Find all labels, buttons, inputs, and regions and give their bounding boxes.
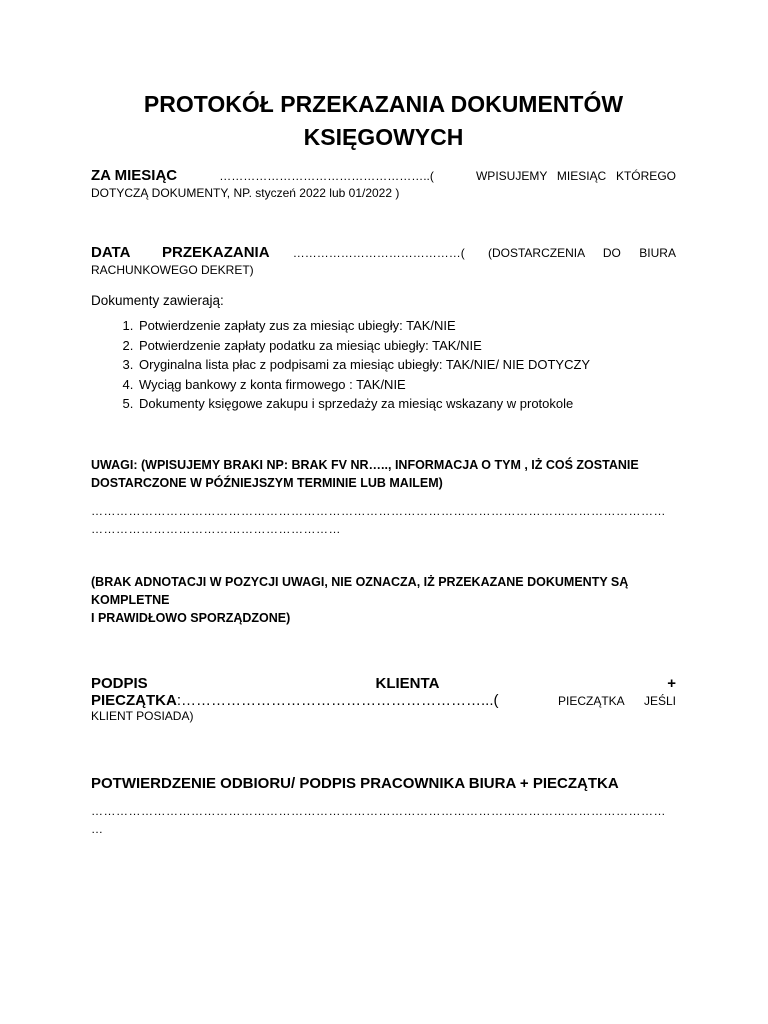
remarks-dots-2: ……………………………………………………: [91, 522, 341, 536]
list-item: 2. Potwierdzenie zapłaty podatku za miesiąc ubiegły: TAK/NIE: [137, 336, 676, 356]
month-hint-2: DOTYCZĄ DOKUMENTY, NP. styczeń 2022 lub 01/2022 ): [91, 186, 400, 200]
month-section: [91, 167, 676, 202]
month-dots: ……………………………………………..(: [219, 169, 434, 183]
signature-dots: :……………………………………………………...(: [176, 692, 499, 709]
remarks-section: [91, 456, 676, 538]
handover-hint-2: RACHUNKOWEGO DEKRET): [91, 263, 254, 277]
confirmation-label: POTWIERDZENIE ODBIORU/ PODPIS PRACOWNIKA BIURA + PIECZĄTKA: [91, 775, 619, 792]
title-line-2: KSIĘGOWYCH: [303, 124, 464, 150]
signature-word-2: KLIENTA: [375, 675, 440, 692]
contents-list: [91, 316, 676, 414]
signature-line-3: KLIENT POSIADA): [91, 709, 194, 723]
confirmation-dots-1: …………………………………………………………………………………………………………………………: [91, 804, 666, 818]
note-line-1: (BRAK ADNOTACJI W POZYCJI UWAGI, NIE OZNACZA, IŻ PRZEKAZANE DOKUMENTY SĄ KOMPLETNE: [91, 575, 629, 607]
signature-word-1: PODPIS: [91, 675, 148, 692]
confirmation-section: [91, 775, 676, 838]
handover-hint-1: (DOSTARCZENIA DO BIURA: [487, 246, 676, 260]
list-item: 3. Oryginalna lista płac z podpisami za miesiąc ubiegły: TAK/NIE/ NIE DOTYCZY: [137, 355, 676, 375]
month-label: ZA MIESIĄC: [91, 167, 178, 184]
signature-tail: PIECZĄTKA JEŚLI: [558, 694, 676, 708]
contents-intro: Dokumenty zawierają:: [91, 293, 224, 308]
remarks-line-2: DOSTARCZONE W PÓŹNIEJSZYM TERMINIE LUB MAILEM): [91, 476, 443, 490]
confirmation-dots-2: …: [91, 822, 104, 836]
handover-label: DATA PRZEKAZANIA: [91, 244, 270, 261]
title-line-1: PROTOKÓŁ PRZEKAZANIA DOKUMENTÓW: [143, 91, 624, 117]
signature-row-1: [91, 675, 676, 692]
month-hint-1: WPISUJEMY MIESIĄC KTÓREGO: [475, 169, 676, 183]
note-section: [91, 573, 676, 627]
list-item: 1. Potwierdzenie zapłaty zus za miesiąc ubiegły: TAK/NIE: [137, 316, 676, 336]
remarks-line-1: UWAGI: (WPISUJEMY BRAKI NP: BRAK FV NR….., INFORMACJA O TYM , IŻ COŚ ZOSTANIE: [91, 458, 639, 472]
signature-row-2: [91, 692, 676, 709]
remarks-dots-1: …………………………………………………………………………………………………………………………: [91, 504, 666, 518]
signature-word-3: +: [667, 675, 676, 692]
handover-section: [91, 244, 676, 279]
handover-dots: ……………………………………(: [292, 246, 465, 260]
document-title: [91, 88, 676, 154]
contents-section: [91, 293, 676, 414]
list-item: 5. Dokumenty księgowe zakupu i sprzedaży za miesiąc wskazany w protokole: [137, 394, 676, 414]
signature-section: [91, 675, 676, 723]
list-item: 4. Wyciąg bankowy z konta firmowego : TAK/NIE: [137, 375, 676, 395]
note-line-2: I PRAWIDŁOWO SPORZĄDZONE): [91, 611, 291, 625]
signature-stamp-label: PIECZĄTKA: [91, 692, 177, 709]
